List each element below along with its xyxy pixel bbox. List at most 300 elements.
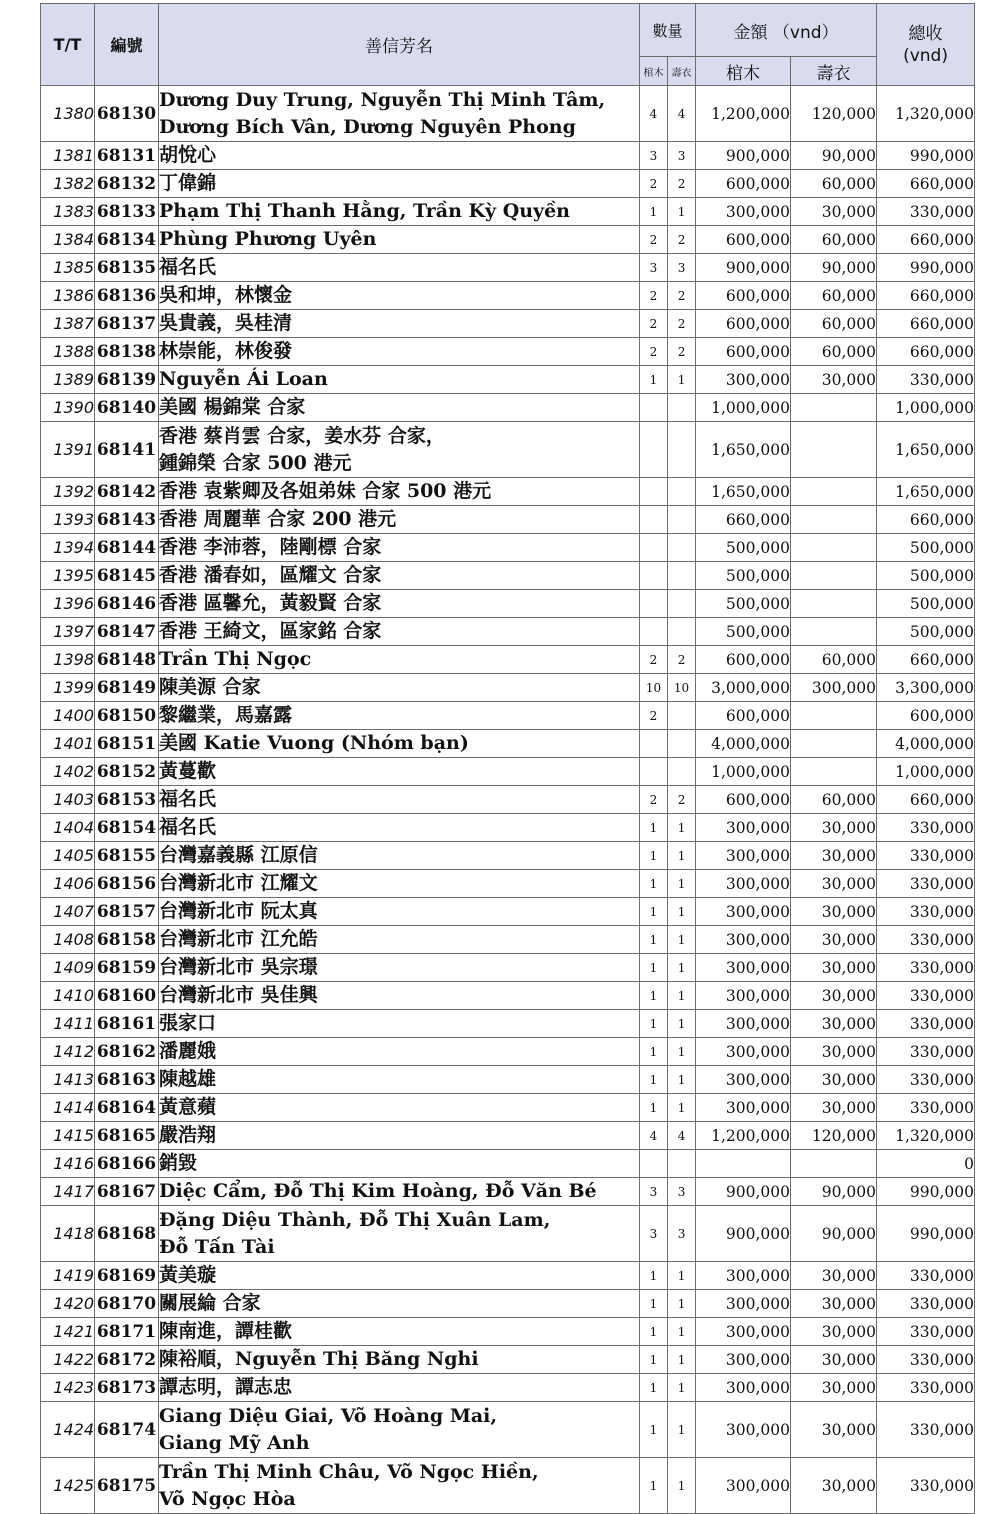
table-row: [41, 590, 975, 618]
donor-name: 陳越雄: [159, 1066, 640, 1094]
amount-total: 500,000: [877, 562, 975, 590]
qty-coffin: 1: [640, 926, 668, 954]
donor-code: 68137: [95, 310, 159, 338]
amount-clothes: 30,000: [791, 1346, 877, 1374]
donor-name: 黃意蘋: [159, 1094, 640, 1122]
table-row: [41, 618, 975, 646]
table-header: [41, 4, 975, 86]
amount-total: 660,000: [877, 226, 975, 254]
amount-total: 330,000: [877, 926, 975, 954]
amount-clothes: 120,000: [791, 86, 877, 142]
amount-coffin: 1,000,000: [696, 394, 791, 422]
amount-total: 330,000: [877, 1458, 975, 1514]
row-number: 1409: [41, 954, 95, 982]
amount-coffin: 300,000: [696, 198, 791, 226]
row-number: 1385: [41, 254, 95, 282]
qty-coffin: 2: [640, 282, 668, 310]
qty-coffin: 1: [640, 1010, 668, 1038]
qty-clothes: [668, 1150, 696, 1178]
donor-name: 香港 潘春如，區耀文 合家: [159, 562, 640, 590]
amount-coffin: 900,000: [696, 1178, 791, 1206]
qty-clothes: 2: [668, 170, 696, 198]
amount-clothes: 90,000: [791, 254, 877, 282]
donor-name: 台灣新北市 吳佳興: [159, 982, 640, 1010]
qty-clothes: 1: [668, 1290, 696, 1318]
qty-coffin: [640, 1150, 668, 1178]
amount-total: 330,000: [877, 898, 975, 926]
header-qty-coffin: 棺木: [640, 57, 668, 86]
donor-name: 台灣新北市 江耀文: [159, 870, 640, 898]
donor-name: Phạm Thị Thanh Hằng, Trần Kỳ Quyền: [159, 198, 640, 226]
donor-code: 68133: [95, 198, 159, 226]
amount-total: 660,000: [877, 786, 975, 814]
amount-coffin: 600,000: [696, 646, 791, 674]
amount-clothes: 30,000: [791, 842, 877, 870]
qty-coffin: 3: [640, 254, 668, 282]
header-qty-clothes: 壽衣: [668, 57, 696, 86]
table-row: [41, 954, 975, 982]
donor-code: 68158: [95, 926, 159, 954]
table-row: [41, 842, 975, 870]
amount-total: 330,000: [877, 1038, 975, 1066]
donor-name: 吳貴義，吳桂清: [159, 310, 640, 338]
row-number: 1418: [41, 1206, 95, 1262]
qty-clothes: [668, 534, 696, 562]
amount-coffin: 300,000: [696, 1458, 791, 1514]
table-row: [41, 142, 975, 170]
row-number: 1422: [41, 1346, 95, 1374]
donor-name: 香港 李沛蓉，陸剛標 合家: [159, 534, 640, 562]
table-row: [41, 1262, 975, 1290]
table-row: [41, 282, 975, 310]
amount-coffin: 600,000: [696, 310, 791, 338]
table-row: [41, 534, 975, 562]
qty-clothes: [668, 590, 696, 618]
table-row: [41, 1094, 975, 1122]
table-row: [41, 730, 975, 758]
amount-total: 330,000: [877, 198, 975, 226]
amount-clothes: [791, 758, 877, 786]
header-tt: T/T: [41, 4, 95, 86]
table-row: [41, 254, 975, 282]
qty-coffin: 1: [640, 814, 668, 842]
donor-name: 嚴浩翔: [159, 1122, 640, 1150]
qty-clothes: 4: [668, 86, 696, 142]
amount-clothes: 30,000: [791, 814, 877, 842]
amount-coffin: 300,000: [696, 898, 791, 926]
header-amount-coffin: 棺木: [696, 57, 791, 86]
amount-clothes: 30,000: [791, 870, 877, 898]
amount-coffin: 600,000: [696, 338, 791, 366]
row-number: 1425: [41, 1458, 95, 1514]
qty-clothes: 1: [668, 1066, 696, 1094]
amount-clothes: 60,000: [791, 226, 877, 254]
donor-name: 關展綸 合家: [159, 1290, 640, 1318]
amount-coffin: 300,000: [696, 1094, 791, 1122]
donor-code: 68174: [95, 1402, 159, 1458]
qty-coffin: 1: [640, 870, 668, 898]
row-number: 1406: [41, 870, 95, 898]
amount-coffin: 1,650,000: [696, 478, 791, 506]
amount-coffin: 1,650,000: [696, 422, 791, 478]
qty-clothes: 1: [668, 1402, 696, 1458]
table-row: [41, 562, 975, 590]
amount-total: 660,000: [877, 170, 975, 198]
row-number: 1413: [41, 1066, 95, 1094]
qty-clothes: [668, 618, 696, 646]
amount-coffin: 300,000: [696, 1066, 791, 1094]
amount-coffin: 500,000: [696, 562, 791, 590]
donor-code: 68146: [95, 590, 159, 618]
row-number: 1381: [41, 142, 95, 170]
qty-clothes: 1: [668, 870, 696, 898]
table-row: [41, 1122, 975, 1150]
table-row: [41, 394, 975, 422]
qty-clothes: [668, 730, 696, 758]
amount-clothes: 30,000: [791, 1318, 877, 1346]
qty-coffin: [640, 618, 668, 646]
qty-clothes: 1: [668, 1346, 696, 1374]
qty-coffin: 1: [640, 1346, 668, 1374]
table-row: [41, 506, 975, 534]
qty-clothes: [668, 422, 696, 478]
donor-code: 68132: [95, 170, 159, 198]
table-row: [41, 982, 975, 1010]
amount-clothes: 30,000: [791, 1094, 877, 1122]
amount-clothes: 30,000: [791, 926, 877, 954]
qty-coffin: [640, 506, 668, 534]
row-number: 1416: [41, 1150, 95, 1178]
table-row: [41, 814, 975, 842]
donor-code: 68170: [95, 1290, 159, 1318]
donor-name: 香港 區馨允，黃毅賢 合家: [159, 590, 640, 618]
amount-total: 500,000: [877, 590, 975, 618]
donor-name: 福名氏: [159, 786, 640, 814]
amount-total: 330,000: [877, 1346, 975, 1374]
donor-code: 68147: [95, 618, 159, 646]
table-row: [41, 1206, 975, 1262]
qty-coffin: 2: [640, 310, 668, 338]
donor-code: 68173: [95, 1374, 159, 1402]
table-row: [41, 674, 975, 702]
donor-name: 林崇能，林俊發: [159, 338, 640, 366]
amount-clothes: 60,000: [791, 646, 877, 674]
row-number: 1390: [41, 394, 95, 422]
amount-coffin: 900,000: [696, 142, 791, 170]
header-total: 總收 (vnd): [877, 4, 975, 86]
donor-code: 68171: [95, 1318, 159, 1346]
amount-coffin: 3,000,000: [696, 674, 791, 702]
qty-clothes: 2: [668, 310, 696, 338]
amount-clothes: 30,000: [791, 198, 877, 226]
amount-coffin: 300,000: [696, 842, 791, 870]
amount-coffin: 900,000: [696, 254, 791, 282]
donor-code: 68145: [95, 562, 159, 590]
header-amount-clothes: 壽衣: [791, 57, 877, 86]
qty-coffin: 4: [640, 1122, 668, 1150]
donor-code: 68157: [95, 898, 159, 926]
donor-code: 68159: [95, 954, 159, 982]
header-amount: 金額 （vnd）: [696, 4, 877, 57]
row-number: 1414: [41, 1094, 95, 1122]
qty-clothes: [668, 478, 696, 506]
table-row: [41, 898, 975, 926]
qty-clothes: 3: [668, 1178, 696, 1206]
qty-coffin: 1: [640, 1094, 668, 1122]
table-row: [41, 1038, 975, 1066]
table-body: [41, 86, 975, 1514]
qty-coffin: 3: [640, 1206, 668, 1262]
amount-total: 330,000: [877, 1010, 975, 1038]
table-row: [41, 926, 975, 954]
amount-total: 330,000: [877, 1318, 975, 1346]
amount-coffin: 500,000: [696, 618, 791, 646]
donor-name: 譚志明，譚志忠: [159, 1374, 640, 1402]
row-number: 1408: [41, 926, 95, 954]
donor-name: 吳和坤，林懷金: [159, 282, 640, 310]
qty-clothes: 10: [668, 674, 696, 702]
table-row: [41, 1374, 975, 1402]
amount-coffin: 4,000,000: [696, 730, 791, 758]
donor-name: Trần Thị Ngọc: [159, 646, 640, 674]
row-number: 1392: [41, 478, 95, 506]
qty-coffin: 1: [640, 198, 668, 226]
qty-coffin: [640, 758, 668, 786]
donor-name: 陳美源 合家: [159, 674, 640, 702]
amount-coffin: 1,000,000: [696, 758, 791, 786]
amount-coffin: 300,000: [696, 870, 791, 898]
row-number: 1407: [41, 898, 95, 926]
table-row: [41, 1402, 975, 1458]
row-number: 1404: [41, 814, 95, 842]
row-number: 1387: [41, 310, 95, 338]
amount-total: 330,000: [877, 1374, 975, 1402]
table-row: [41, 1318, 975, 1346]
table-row: [41, 1066, 975, 1094]
donor-name: 黃美璇: [159, 1262, 640, 1290]
amount-total: 660,000: [877, 282, 975, 310]
amount-clothes: 90,000: [791, 142, 877, 170]
donor-code: 68153: [95, 786, 159, 814]
amount-coffin: 300,000: [696, 954, 791, 982]
donor-name: 陳裕順，Nguyễn Thị Băng Nghi: [159, 1346, 640, 1374]
table-row: [41, 870, 975, 898]
qty-coffin: [640, 534, 668, 562]
qty-clothes: 3: [668, 1206, 696, 1262]
donor-code: 68139: [95, 366, 159, 394]
qty-coffin: 1: [640, 366, 668, 394]
amount-clothes: [791, 394, 877, 422]
amount-total: 1,320,000: [877, 1122, 975, 1150]
donor-code: 68164: [95, 1094, 159, 1122]
amount-coffin: 300,000: [696, 814, 791, 842]
donor-name: 香港 王綺文，區家銘 合家: [159, 618, 640, 646]
donor-code: 68130: [95, 86, 159, 142]
table-row: [41, 226, 975, 254]
row-number: 1412: [41, 1038, 95, 1066]
qty-clothes: 1: [668, 1458, 696, 1514]
row-number: 1411: [41, 1010, 95, 1038]
qty-clothes: 3: [668, 142, 696, 170]
donor-code: 68165: [95, 1122, 159, 1150]
table-row: [41, 1178, 975, 1206]
amount-total: 330,000: [877, 1094, 975, 1122]
amount-coffin: 300,000: [696, 1402, 791, 1458]
qty-clothes: 2: [668, 338, 696, 366]
amount-coffin: 660,000: [696, 506, 791, 534]
qty-clothes: 1: [668, 366, 696, 394]
amount-coffin: 300,000: [696, 1290, 791, 1318]
qty-coffin: 2: [640, 786, 668, 814]
amount-coffin: 600,000: [696, 170, 791, 198]
qty-coffin: 1: [640, 1458, 668, 1514]
qty-coffin: 1: [640, 954, 668, 982]
qty-clothes: 2: [668, 226, 696, 254]
donor-name: 福名氏: [159, 254, 640, 282]
donor-code: 68162: [95, 1038, 159, 1066]
row-number: 1415: [41, 1122, 95, 1150]
table-row: [41, 1458, 975, 1514]
qty-coffin: 1: [640, 898, 668, 926]
row-number: 1382: [41, 170, 95, 198]
table-row: [41, 646, 975, 674]
row-number: 1397: [41, 618, 95, 646]
amount-clothes: 30,000: [791, 366, 877, 394]
qty-clothes: 1: [668, 898, 696, 926]
amount-clothes: 30,000: [791, 1290, 877, 1318]
amount-clothes: [791, 422, 877, 478]
donor-code: 68150: [95, 702, 159, 730]
amount-total: 990,000: [877, 1178, 975, 1206]
qty-coffin: 1: [640, 1318, 668, 1346]
donor-code: 68142: [95, 478, 159, 506]
qty-clothes: 1: [668, 1318, 696, 1346]
donor-code: 68155: [95, 842, 159, 870]
donor-code: 68161: [95, 1010, 159, 1038]
amount-coffin: 300,000: [696, 1262, 791, 1290]
qty-clothes: 1: [668, 1010, 696, 1038]
table-row: [41, 422, 975, 478]
header-qty: 數量: [640, 4, 696, 57]
amount-total: 330,000: [877, 1290, 975, 1318]
row-number: 1403: [41, 786, 95, 814]
qty-clothes: 1: [668, 982, 696, 1010]
amount-clothes: 60,000: [791, 338, 877, 366]
qty-clothes: 1: [668, 814, 696, 842]
donor-code: 68141: [95, 422, 159, 478]
qty-clothes: 2: [668, 786, 696, 814]
table-row: [41, 86, 975, 142]
qty-coffin: [640, 562, 668, 590]
amount-clothes: [791, 730, 877, 758]
donor-code: 68167: [95, 1178, 159, 1206]
amount-clothes: 60,000: [791, 786, 877, 814]
amount-coffin: 1,200,000: [696, 86, 791, 142]
row-number: 1410: [41, 982, 95, 1010]
qty-clothes: 2: [668, 646, 696, 674]
qty-coffin: 2: [640, 646, 668, 674]
donor-name: 潘麗娥: [159, 1038, 640, 1066]
row-number: 1423: [41, 1374, 95, 1402]
row-number: 1399: [41, 674, 95, 702]
amount-coffin: 300,000: [696, 366, 791, 394]
donor-name: 美國 楊錦棠 合家: [159, 394, 640, 422]
amount-total: 330,000: [877, 366, 975, 394]
donor-code: 68168: [95, 1206, 159, 1262]
row-number: 1419: [41, 1262, 95, 1290]
donor-code: 68138: [95, 338, 159, 366]
table-row: [41, 366, 975, 394]
donor-name: Diệc Cẩm, Đỗ Thị Kim Hoàng, Đỗ Văn Bé: [159, 1178, 640, 1206]
amount-clothes: [791, 590, 877, 618]
amount-coffin: 500,000: [696, 534, 791, 562]
qty-coffin: [640, 422, 668, 478]
qty-coffin: 1: [640, 1374, 668, 1402]
amount-clothes: [791, 478, 877, 506]
qty-clothes: 4: [668, 1122, 696, 1150]
table-row: [41, 1346, 975, 1374]
amount-clothes: 30,000: [791, 1262, 877, 1290]
donor-name: 銷毀: [159, 1150, 640, 1178]
donor-code: 68154: [95, 814, 159, 842]
qty-clothes: 1: [668, 1038, 696, 1066]
amount-total: 600,000: [877, 702, 975, 730]
qty-clothes: 1: [668, 1374, 696, 1402]
amount-clothes: [791, 534, 877, 562]
donor-name: 香港 蔡肖雲 合家，姜水芬 合家， 鍾錦榮 合家 500 港元: [159, 422, 640, 478]
amount-clothes: [791, 1150, 877, 1178]
qty-clothes: 3: [668, 254, 696, 282]
donor-name: 台灣新北市 江允皓: [159, 926, 640, 954]
amount-coffin: 600,000: [696, 226, 791, 254]
qty-coffin: 2: [640, 702, 668, 730]
amount-total: 330,000: [877, 1402, 975, 1458]
donor-name: 香港 袁紫卿及各姐弟妹 合家 500 港元: [159, 478, 640, 506]
qty-coffin: 1: [640, 842, 668, 870]
donor-name: 胡悅心: [159, 142, 640, 170]
amount-clothes: 30,000: [791, 1038, 877, 1066]
amount-total: 0: [877, 1150, 975, 1178]
amount-total: 500,000: [877, 534, 975, 562]
qty-clothes: 1: [668, 954, 696, 982]
qty-clothes: [668, 394, 696, 422]
amount-coffin: 300,000: [696, 1010, 791, 1038]
amount-total: 330,000: [877, 1066, 975, 1094]
qty-clothes: 1: [668, 1262, 696, 1290]
table-row: [41, 170, 975, 198]
donor-code: 68160: [95, 982, 159, 1010]
row-number: 1388: [41, 338, 95, 366]
amount-clothes: 30,000: [791, 1010, 877, 1038]
amount-coffin: 300,000: [696, 926, 791, 954]
donor-code: 68152: [95, 758, 159, 786]
donor-code: 68131: [95, 142, 159, 170]
donor-name: 台灣嘉義縣 江原信: [159, 842, 640, 870]
amount-clothes: 30,000: [791, 1402, 877, 1458]
amount-clothes: 90,000: [791, 1178, 877, 1206]
table-row: [41, 338, 975, 366]
donor-name: 台灣新北市 吳宗璟: [159, 954, 640, 982]
qty-clothes: 1: [668, 926, 696, 954]
qty-coffin: 1: [640, 1038, 668, 1066]
row-number: 1401: [41, 730, 95, 758]
table-row: [41, 310, 975, 338]
amount-coffin: 300,000: [696, 1318, 791, 1346]
amount-coffin: 600,000: [696, 282, 791, 310]
row-number: 1391: [41, 422, 95, 478]
amount-clothes: 60,000: [791, 310, 877, 338]
amount-total: 990,000: [877, 142, 975, 170]
